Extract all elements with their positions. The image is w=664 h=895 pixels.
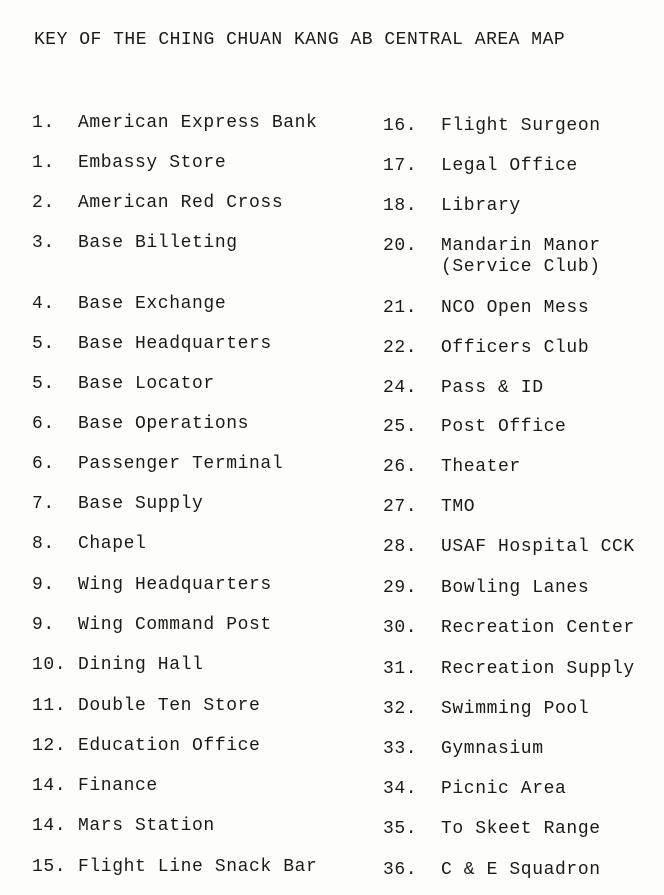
item-number: 9. — [32, 575, 55, 595]
item-label: Swimming Pool — [441, 699, 590, 719]
item-number: 24. — [383, 378, 418, 398]
item-label: Dining Hall — [78, 655, 204, 675]
item-number: 33. — [383, 739, 418, 759]
item-label: Base Locator — [78, 374, 215, 394]
item-number: 27. — [383, 497, 418, 517]
item-number: 34. — [383, 779, 418, 799]
item-number: 6. — [32, 414, 55, 434]
item-number: 15. — [32, 857, 67, 877]
item-number: 6. — [32, 454, 55, 474]
item-label: Flight Surgeon — [441, 116, 601, 136]
item-number: 1. — [32, 153, 55, 173]
document-title: KEY OF THE CHING CHUAN KANG AB CENTRAL AREA MAP — [34, 30, 566, 50]
item-number: 35. — [383, 819, 418, 839]
item-number: 32. — [383, 699, 418, 719]
item-number: 5. — [32, 374, 55, 394]
item-label: American Express Bank — [78, 113, 318, 133]
item-label: Recreation Center — [441, 618, 635, 638]
item-number: 36. — [383, 860, 418, 880]
item-label: To Skeet Range — [441, 819, 601, 839]
item-number: 16. — [383, 116, 418, 136]
item-label: Passenger Terminal — [78, 454, 284, 474]
item-label: Picnic Area — [441, 779, 567, 799]
item-label: Mars Station — [78, 816, 215, 836]
item-label: Base Exchange — [78, 294, 227, 314]
item-number: 26. — [383, 457, 418, 477]
item-number: 2. — [32, 193, 55, 213]
item-number: 7. — [32, 494, 55, 514]
item-label: Double Ten Store — [78, 696, 261, 716]
item-label: Finance — [78, 776, 158, 796]
item-label: Base Supply — [78, 494, 204, 514]
item-number: 31. — [383, 659, 418, 679]
item-number: 5. — [32, 334, 55, 354]
item-number: 3. — [32, 233, 55, 253]
item-label: Officers Club — [441, 338, 590, 358]
item-number: 17. — [383, 156, 418, 176]
item-number: 21. — [383, 298, 418, 318]
item-label: Mandarin Manor (Service Club) — [441, 236, 601, 277]
item-number: 22. — [383, 338, 418, 358]
item-label: Library — [441, 196, 521, 216]
item-label: Wing Headquarters — [78, 575, 272, 595]
item-number: 9. — [32, 615, 55, 635]
item-number: 20. — [383, 236, 418, 256]
item-number: 18. — [383, 196, 418, 216]
item-number: 14. — [32, 816, 67, 836]
item-label: Flight Line Snack Bar — [78, 857, 318, 877]
item-label: Post Office — [441, 417, 567, 437]
item-number: 12. — [32, 736, 67, 756]
item-label: Base Operations — [78, 414, 250, 434]
item-label: Recreation Supply — [441, 659, 635, 679]
item-label: Gymnasium — [441, 739, 544, 759]
item-label: Base Headquarters — [78, 334, 272, 354]
item-number: 8. — [32, 534, 55, 554]
item-number: 4. — [32, 294, 55, 314]
item-number: 29. — [383, 578, 418, 598]
item-label: Embassy Store — [78, 153, 227, 173]
item-label: NCO Open Mess — [441, 298, 590, 318]
item-label: USAF Hospital CCK — [441, 537, 635, 557]
item-label: Wing Command Post — [78, 615, 272, 635]
item-number: 30. — [383, 618, 418, 638]
item-label: Bowling Lanes — [441, 578, 590, 598]
item-label: Pass & ID — [441, 378, 544, 398]
item-label: Chapel — [78, 534, 147, 554]
item-number: 11. — [32, 696, 67, 716]
item-label: Theater — [441, 457, 521, 477]
item-number: 25. — [383, 417, 418, 437]
item-label: American Red Cross — [78, 193, 284, 213]
item-number: 28. — [383, 537, 418, 557]
item-label: TMO — [441, 497, 476, 517]
item-number: 10. — [32, 655, 67, 675]
item-label: Base Billeting — [78, 233, 238, 253]
item-label: Education Office — [78, 736, 261, 756]
item-number: 14. — [32, 776, 67, 796]
item-number: 1. — [32, 113, 55, 133]
item-label: Legal Office — [441, 156, 578, 176]
item-label: C & E Squadron — [441, 860, 601, 880]
